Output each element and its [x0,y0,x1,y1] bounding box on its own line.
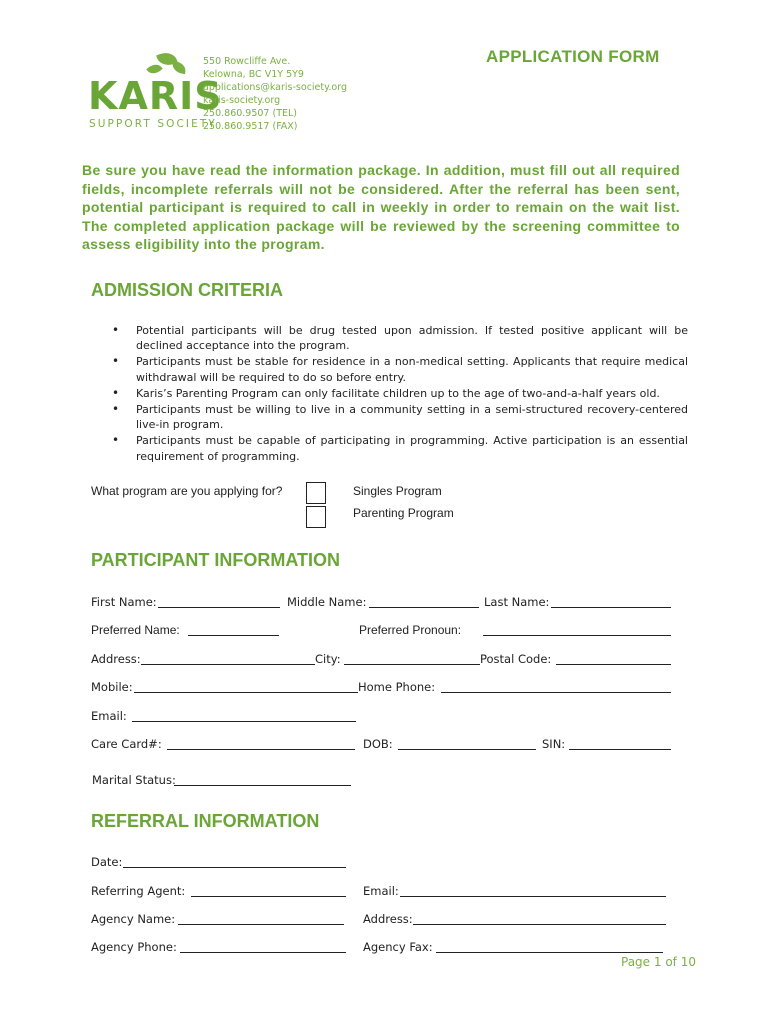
marital-status-label: Marital Status: [92,773,176,787]
preferred-pronoun-field[interactable] [483,635,671,636]
email-label: Email: [91,709,127,723]
parenting-option-label: Parenting Program [353,506,454,520]
agency-name-label: Agency Name: [91,912,176,926]
middle-name-label: Middle Name: [287,595,367,609]
referral-email-label: Email: [363,884,399,898]
care-card-field[interactable] [167,749,355,750]
list-item: • Participants must be capable of participating in programming. Active participation is an essential requirement of programming. [112,433,688,464]
program-question: What program are you applying for? [91,484,283,498]
address-field[interactable] [141,664,315,665]
address-line: 550 Rowcliffe Ave. [203,56,291,67]
city-field[interactable] [344,664,480,665]
dob-label: DOB: [363,737,393,751]
logo-subtitle: SUPPORT SOCIETY [89,118,217,130]
participant-heading: PARTICIPANT INFORMATION [91,550,340,570]
preferred-name-field[interactable] [188,635,279,636]
admission-heading: ADMISSION CRITERIA [91,280,284,300]
first-name-label: First Name: [91,595,157,609]
marital-status-field[interactable] [174,785,351,786]
date-label: Date: [91,855,123,869]
contact-block [203,55,347,133]
postal-code-label: Postal Code: [480,652,552,666]
agency-fax-field[interactable] [436,952,663,953]
referral-email-field[interactable] [400,896,666,897]
last-name-label: Last Name: [484,595,550,609]
mobile-field[interactable] [134,692,358,693]
singles-option-label: Singles Program [353,484,442,498]
first-name-field[interactable] [158,607,280,608]
address-line: Kelowna, BC V1Y 5Y9 [203,69,304,80]
referral-address-label: Address: [363,912,413,926]
referring-agent-field[interactable] [191,896,346,897]
middle-name-field[interactable] [369,607,479,608]
list-item: • Participants must be willing to live in a community setting in a semi-structured recovery-centered live-in program. [112,402,688,433]
last-name-field[interactable] [551,607,671,608]
agency-name-field[interactable] [178,924,344,925]
agency-fax-label: Agency Fax: [363,940,433,954]
singles-checkbox[interactable] [306,482,326,504]
dob-field[interactable] [398,749,536,750]
logo-wordmark: KARIS [88,74,223,118]
preferred-pronoun-label: Preferred Pronoun: [359,623,462,637]
sin-field[interactable] [569,749,671,750]
referral-heading: REFERRAL INFORMATION [91,811,320,831]
website-link[interactable]: karis-society.org [203,95,281,106]
form-title: APPLICATION FORM [486,47,660,66]
criteria-list [112,323,688,465]
care-card-label: Care Card#: [91,737,162,751]
list-item: • Karis’s Parenting Program can only facilitate children up to the age of two-and-a-half years old. [112,386,688,401]
city-label: City: [315,652,341,666]
sin-label: SIN: [542,737,566,751]
email-link[interactable]: applications@karis-society.org [203,82,347,93]
fax-line: 250.860.9517 (FAX) [203,121,298,132]
preferred-name-label: Preferred Name: [91,623,180,637]
email-field[interactable] [132,721,356,722]
home-phone-field[interactable] [441,692,671,693]
date-field[interactable] [123,867,346,868]
postal-code-field[interactable] [556,664,671,665]
referring-agent-label: Referring Agent: [91,884,186,898]
address-label: Address: [91,652,141,666]
agency-phone-field[interactable] [180,952,346,953]
agency-phone-label: Agency Phone: [91,940,177,954]
intro-text: Be sure you have read the information package. In addition, must fill out all required fields, incomplete referrals will not be considered. After the referral has been sent, potential participant is required to call in weekly in order to remain on the wait list. The completed application package will be reviewed by the screening committee to assess eligibility into the program. [82,162,680,252]
parenting-checkbox[interactable] [306,506,326,528]
mobile-label: Mobile: [91,680,133,694]
home-phone-label: Home Phone: [358,680,436,694]
page-number: Page 1 of 10 [621,955,696,969]
list-item: • Potential participants will be drug tested upon admission. If tested positive applicant will be declined acceptance into the program. [112,323,688,354]
phone-line: 250.860.9507 (TEL) [203,108,298,119]
list-item: • Participants must be stable for residence in a non-medical setting. Applicants that require medical withdrawal will be required to do so before entry. [112,354,688,385]
leaf-icon [171,61,187,74]
referral-address-field[interactable] [413,924,666,925]
